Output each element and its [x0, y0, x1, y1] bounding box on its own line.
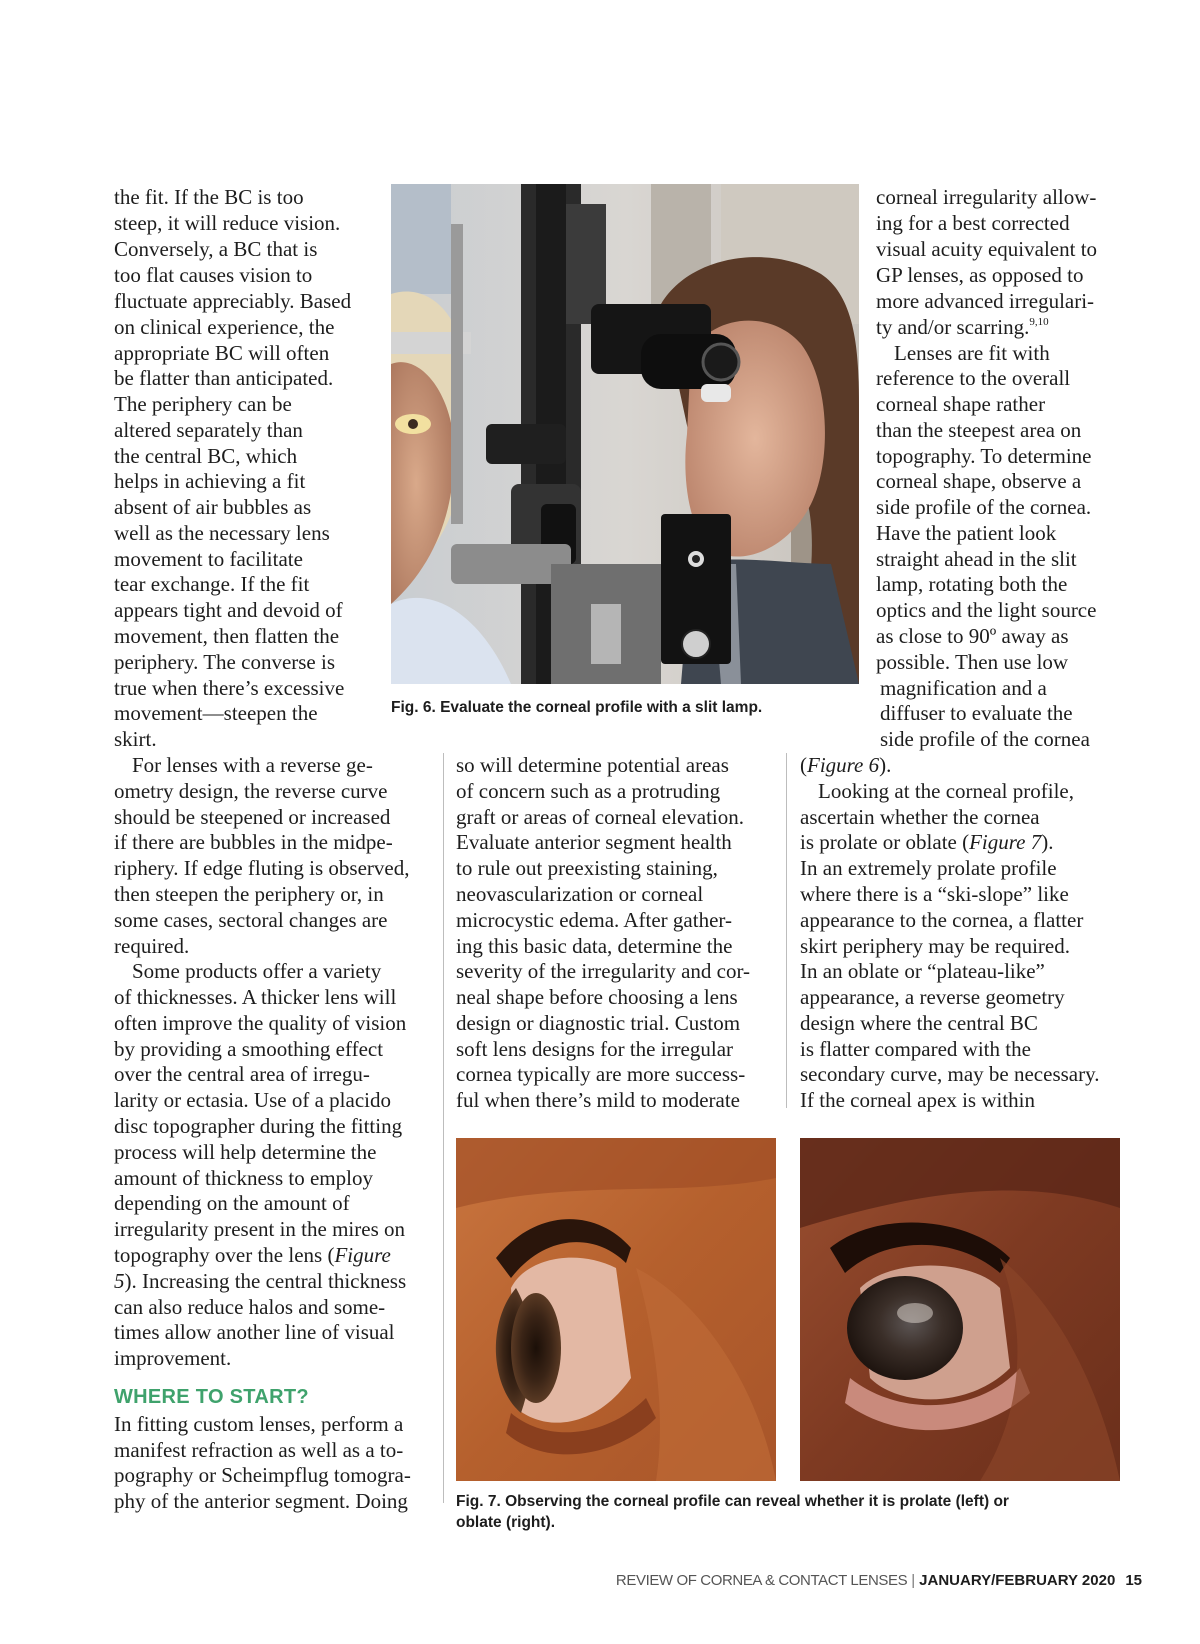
- page-number: 15: [1125, 1572, 1142, 1589]
- text-line: often improve the quality of vision: [114, 1011, 407, 1035]
- text-line: ty and/or scarring.$^{9,10}$: [876, 315, 1049, 339]
- text-line: In an extremely prolate profile: [800, 856, 1057, 880]
- text-line: ascertain whether the cornea: [800, 805, 1040, 829]
- text-line: as close to 90º away as: [876, 624, 1069, 648]
- text-line: steep, it will reduce vision.: [114, 211, 341, 235]
- text-line: GP lenses, as opposed to: [876, 263, 1084, 287]
- text-line: neal shape before choosing a lens: [456, 985, 738, 1009]
- text-line: ometry design, the reverse curve: [114, 779, 388, 803]
- text-line: appropriate BC will often: [114, 341, 330, 365]
- text-line: the fit. If the BC is too: [114, 185, 304, 209]
- text-line: 5). Increasing the central thickness: [114, 1269, 407, 1293]
- column-rule: [443, 753, 444, 1503]
- text-line: ing for a best corrected: [876, 211, 1070, 235]
- text-line: ful when there’s mild to moderate: [456, 1088, 741, 1112]
- publication-name: REVIEW OF CORNEA & CONTACT LENSES: [615, 1572, 908, 1589]
- text-line: secondary curve, may be necessary.: [800, 1062, 1100, 1086]
- text-line: skirt periphery may be required.: [800, 934, 1070, 958]
- text-line: graft or areas of corneal elevation.: [456, 805, 745, 829]
- text-line: reference to the overall: [876, 366, 1071, 390]
- text-line: should be steepened or increased: [114, 805, 391, 829]
- text-line: topography. To determine: [876, 444, 1092, 468]
- text-line: If the corneal apex is within: [800, 1088, 1035, 1112]
- figure-7-caption: [456, 1491, 1009, 1533]
- prolate-eye-photo: [456, 1138, 776, 1481]
- text-line: amount of thickness to employ: [114, 1166, 373, 1190]
- text-line: on clinical experience, the: [114, 315, 335, 339]
- text-line: tear exchange. If the fit: [114, 572, 310, 596]
- page-footer: [616, 1572, 1142, 1589]
- text-line: too flat causes vision to: [114, 263, 313, 287]
- text-line: improvement.: [114, 1346, 232, 1370]
- text-line: Some products offer a variety: [132, 959, 382, 983]
- text-line: where there is a “ski-slope” like: [800, 882, 1069, 906]
- slit-lamp-photo: [391, 184, 859, 684]
- text-line: be flatter than anticipated.: [114, 366, 334, 390]
- text-line: Lenses are fit with: [894, 341, 1050, 365]
- text-line: In fitting custom lenses, perform a: [114, 1412, 404, 1436]
- text-line: ing this basic data, determine the: [456, 934, 733, 958]
- text-line: than the steepest area on: [876, 418, 1082, 442]
- text-line: design where the central BC: [800, 1011, 1038, 1035]
- text-line: topography over the lens (Figure: [114, 1243, 391, 1267]
- text-line: irregularity present in the mires on: [114, 1217, 405, 1241]
- text-line: (Figure 6).: [800, 753, 892, 777]
- text-line: fluctuate appreciably. Based: [114, 289, 352, 313]
- text-line: corneal shape, observe a: [876, 469, 1082, 493]
- text-line: over the central area of irregu-: [114, 1062, 370, 1086]
- text-line: skirt.: [114, 727, 157, 751]
- text-line: neovascularization or corneal: [456, 882, 704, 906]
- text-line: corneal irregularity allow-: [876, 185, 1097, 209]
- text-line: is prolate or oblate (Figure 7).: [800, 830, 1054, 854]
- text-line: riphery. If edge fluting is observed,: [114, 856, 410, 880]
- text-line: cornea typically are more success-: [456, 1062, 746, 1086]
- text-line: required.: [114, 934, 190, 958]
- text-line: Evaluate anterior segment health: [456, 830, 732, 854]
- text-line: well as the necessary lens: [114, 521, 330, 545]
- text-line: movement—steepen the: [114, 701, 318, 725]
- figure-6-caption: Fig. 6. Evaluate the corneal profile with a slit lamp.: [391, 699, 763, 716]
- text-line: diffuser to evaluate the: [880, 701, 1073, 725]
- text-line: some cases, sectoral changes are: [114, 908, 388, 932]
- text-line: depending on the amount of: [114, 1191, 350, 1215]
- text-line: process will help determine the: [114, 1140, 377, 1164]
- text-line: magnification and a: [880, 676, 1047, 700]
- text-line: of thicknesses. A thicker lens will: [114, 985, 397, 1009]
- text-line: disc topographer during the fitting: [114, 1114, 403, 1138]
- text-line: more advanced irregulari-: [876, 289, 1095, 313]
- text-line: appears tight and devoid of: [114, 598, 343, 622]
- text-line: microcystic edema. After gather-: [456, 908, 732, 932]
- text-line: if there are bubbles in the midpe-: [114, 830, 393, 854]
- text-line: times allow another line of visual: [114, 1320, 395, 1344]
- text-line: possible. Then use low: [876, 650, 1069, 674]
- text-line: by providing a smoothing effect: [114, 1037, 384, 1061]
- text-line: Conversely, a BC that is: [114, 237, 318, 261]
- text-line: the central BC, which: [114, 444, 298, 468]
- text-line: movement to facilitate: [114, 547, 303, 571]
- text-line: absent of air bubbles as: [114, 495, 312, 519]
- text-line: side profile of the cornea: [880, 727, 1090, 751]
- figure-7-caption-line: Fig. 7. Observing the corneal profile can reveal whether it is prolate (left) or: [456, 1493, 1009, 1510]
- text-line: design or diagnostic trial. Custom: [456, 1011, 741, 1035]
- text-line: of concern such as a protruding: [456, 779, 721, 803]
- text-line: soft lens designs for the irregular: [456, 1037, 734, 1061]
- text-line: periphery. The converse is: [114, 650, 336, 674]
- text-line: helps in achieving a fit: [114, 469, 306, 493]
- text-line: movement, then flatten the: [114, 624, 340, 648]
- text-line: straight ahead in the slit: [876, 547, 1077, 571]
- text-line: manifest refraction as well as a to-: [114, 1438, 404, 1462]
- figure-7-caption-line: oblate (right).: [456, 1514, 556, 1531]
- text-line: pography or Scheimpflug tomogra-: [114, 1463, 411, 1487]
- text-line: so will determine potential areas: [456, 753, 729, 777]
- text-line: corneal shape rather: [876, 392, 1046, 416]
- text-line: lamp, rotating both the: [876, 572, 1068, 596]
- section-heading: WHERE TO START?: [114, 1386, 309, 1408]
- text-line: Have the patient look: [876, 521, 1057, 545]
- text-line: to rule out preexisting staining,: [456, 856, 718, 880]
- text-line: appearance, a reverse geometry: [800, 985, 1065, 1009]
- text-line: true when there’s excessive: [114, 676, 345, 700]
- text-line: can also reduce halos and some-: [114, 1295, 386, 1319]
- text-line: The periphery can be: [114, 392, 292, 416]
- issue-date: JANUARY/FEBRUARY 2020: [919, 1572, 1116, 1589]
- column-rule: [786, 753, 787, 1108]
- text-line: larity or ectasia. Use of a placido: [114, 1088, 391, 1112]
- text-line: is flatter compared with the: [800, 1037, 1031, 1061]
- footer-separator: |: [911, 1572, 916, 1589]
- oblate-eye-photo: [800, 1138, 1120, 1481]
- text-line: severity of the irregularity and cor-: [456, 959, 751, 983]
- text-line: altered separately than: [114, 418, 303, 442]
- text-line: visual acuity equivalent to: [876, 237, 1098, 261]
- text-line: In an oblate or “plateau-like”: [800, 959, 1045, 983]
- text-line: For lenses with a reverse ge-: [132, 753, 373, 777]
- text-line: side profile of the cornea.: [876, 495, 1092, 519]
- text-line: optics and the light source: [876, 598, 1097, 622]
- text-line: phy of the anterior segment. Doing: [114, 1489, 408, 1513]
- text-line: appearance to the cornea, a flatter: [800, 908, 1084, 932]
- text-line: then steepen the periphery or, in: [114, 882, 384, 906]
- text-line: Looking at the corneal profile,: [818, 779, 1074, 803]
